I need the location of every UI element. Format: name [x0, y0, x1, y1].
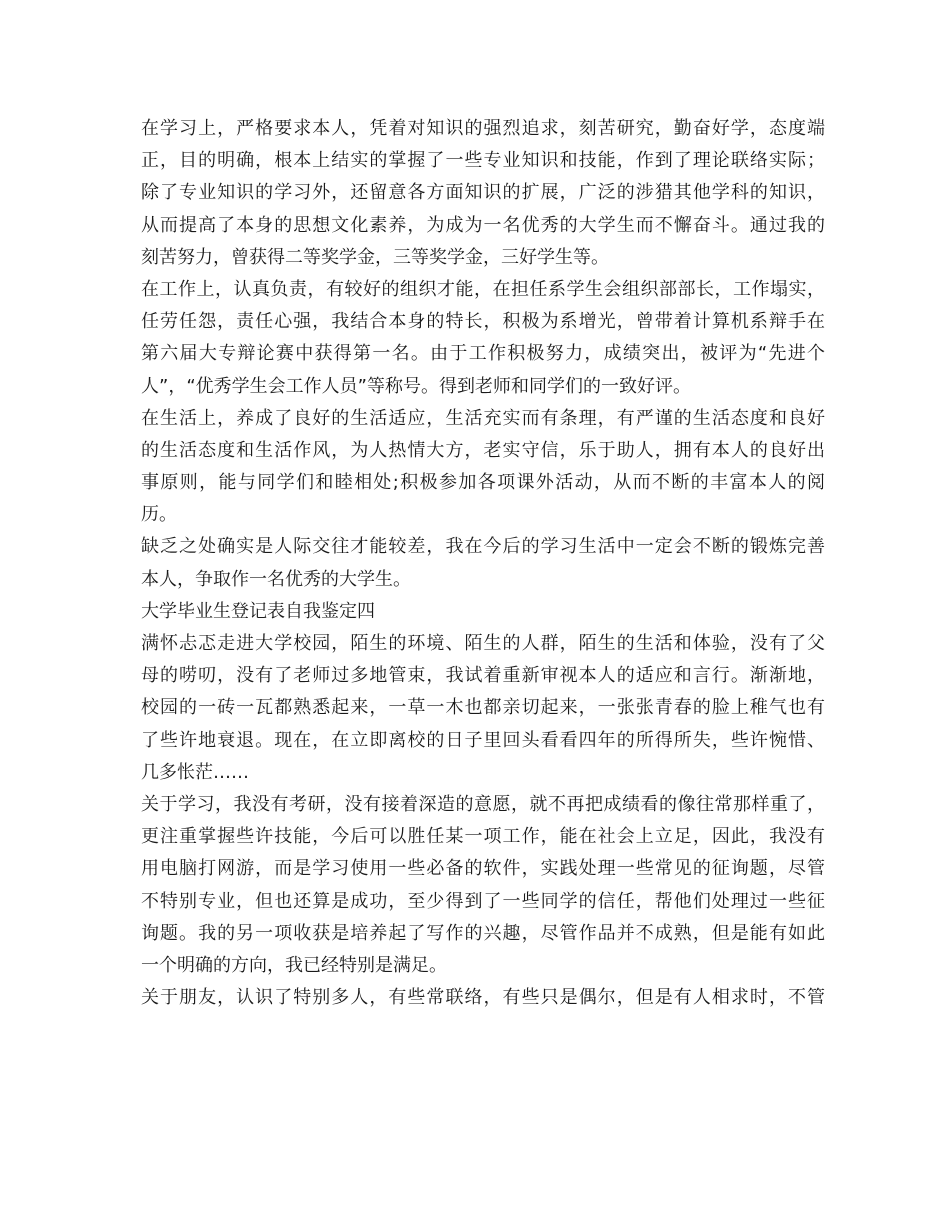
text-line: 事原则，能与同学们和睦相处;积极参加各项课外活动，从而不断的丰富本人的阅	[141, 472, 825, 494]
text-line: 校园的一砖一瓦都熟悉起来，一草一木也都亲切起来，一张张青春的脸上稚气也有	[141, 697, 825, 719]
document-body	[141, 113, 825, 1014]
text-line: 关于学习，我没有考研，没有接着深造的意愿，就不再把成绩看的像往常那样重了，	[141, 793, 825, 815]
text-line: 用电脑打网游，而是学习使用一些必备的软件，实践处理一些常见的征询题，尽管	[141, 858, 825, 880]
text-line: 除了专业知识的学习外，还留意各方面知识的扩展，广泛的涉猎其他学科的知识，	[141, 182, 825, 204]
text-line: 了些许地衰退。现在，在立即离校的日子里回头看看四年的所得所失，些许惋惜、	[141, 729, 825, 751]
text-line: 在学习上，严格要求本人，凭着对知识的强烈追求，刻苦研究，勤奋好学，态度端	[141, 118, 825, 139]
text-line: 历。	[141, 504, 177, 526]
text-line: 缺乏之处确实是人际交往才能较差，我在今后的学习生活中一定会不断的锻炼完善	[141, 536, 825, 558]
text-line: 第六届大专辩论赛中获得第一名。由于工作积极努力，成绩突出，被评为“先进个	[141, 343, 825, 365]
text-line: 更注重掌握些许技能，今后可以胜任某一项工作，能在社会上立足，因此，我没有	[141, 826, 825, 848]
text-line: 正，目的明确，根本上结实的掌握了一些专业知识和技能，作到了理论联络实际；	[141, 150, 825, 172]
text-line: 在生活上，养成了良好的生活适应，生活充实而有条理，有严谨的生活态度和良好	[141, 407, 825, 429]
text-line: 几多怅茫……	[141, 761, 249, 783]
text-line: 人”，“优秀学生会工作人员”等称号。得到老师和同学们的一致好评。	[141, 375, 691, 397]
text-line: 本人，争取作一名优秀的大学生。	[141, 568, 411, 590]
text-line: 母的唠叨，没有了老师过多地管束，我试着重新审视本人的适应和言行。渐渐地，	[141, 665, 825, 687]
text-line: 一个明确的方向，我已经特别是满足。	[141, 954, 447, 976]
text-line: 刻苦努力，曾获得二等奖学金，三等奖学金，三好学生等。	[141, 246, 609, 268]
text-line: 任劳任怨，责任心强，我结合本身的特长，积极为系增光，曾带着计算机系辩手在	[141, 311, 825, 333]
text-line: 从而提高了本身的思想文化素养，为成为一名优秀的大学生而不懈奋斗。通过我的	[141, 214, 825, 236]
text-line: 关于朋友，认识了特别多人，有些常联络，有些只是偶尔，但是有人相求时，不管	[141, 987, 825, 1009]
text-line: 的生活态度和生活作风，为人热情大方，老实守信，乐于助人，拥有本人的良好出	[141, 439, 825, 461]
text-line: 询题。我的另一项收获是培养起了写作的兴趣，尽管作品并不成熟，但是能有如此	[141, 922, 825, 944]
text-line: 大学毕业生登记表自我鉴定四	[141, 600, 375, 622]
text-line: 满怀忐忑走进大学校园，陌生的环境、陌生的人群，陌生的生活和体验，没有了父	[141, 633, 825, 654]
text-line: 在工作上，认真负责，有较好的组织才能，在担任系学生会组织部部长，工作塌实，	[141, 278, 825, 300]
text-line: 不特别专业，但也还算是成功，至少得到了一些同学的信任，帮他们处理过一些征	[141, 890, 825, 912]
